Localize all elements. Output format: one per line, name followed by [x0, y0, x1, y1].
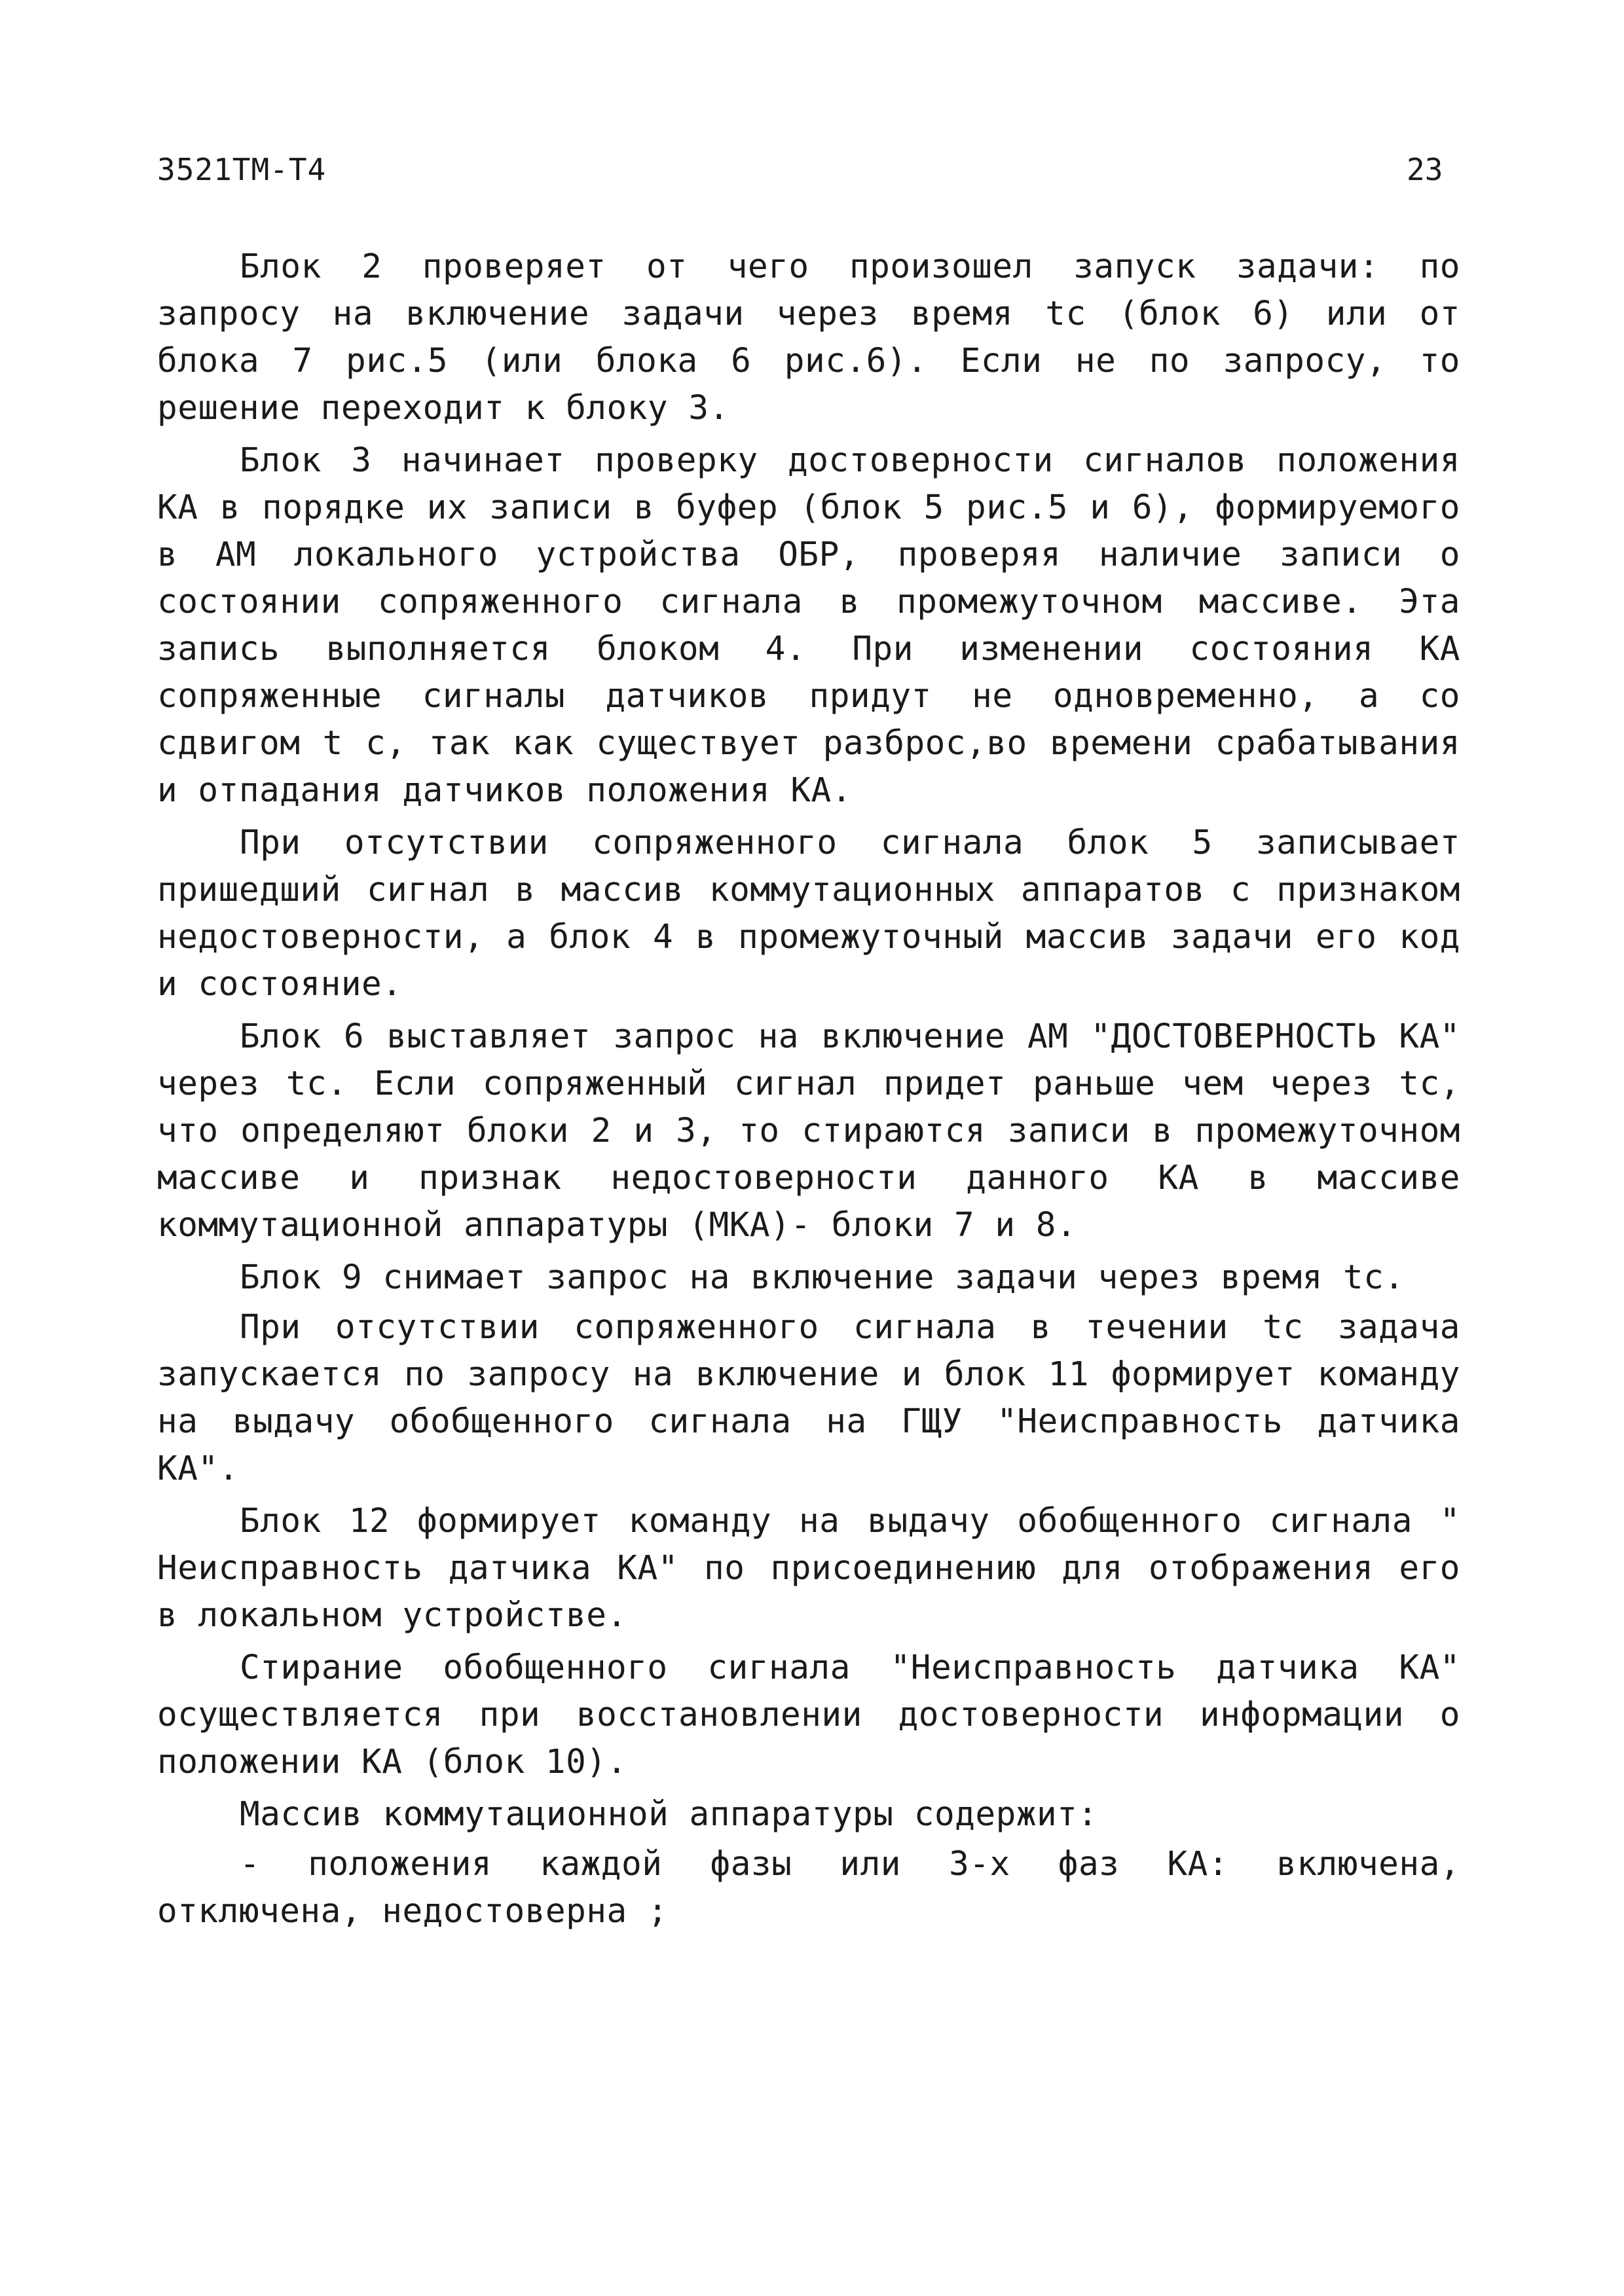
paragraph-block-2: Блок 2 проверяет от чего произошел запуск задачи: по запросу на включение задачи через время tс (блок 6) или от блока 7 рис.5 (или блока 6 рис.6). Если не по запросу, то решение переходит к блоку 3.: [157, 247, 1460, 428]
document-code: 3521ТМ-Т4: [157, 152, 327, 187]
paragraph-array-contents: Массив коммутационной аппаратуры содержит:: [240, 1795, 1098, 1834]
paragraph-timeout: При отсутствии сопряженного сигнала в течении tс задача запускается по запросу на включение и блок 11 формирует команду на выдачу обобщенного сигнала на ГЩУ "Неисправность датчика КА".: [157, 1308, 1460, 1488]
paragraph-block-12: Блок 12 формирует команду на выдачу обобщенного сигнала " Неисправность датчика КА" по присоединению для отображения его в локальном устройстве.: [157, 1502, 1460, 1635]
paragraph-no-conjugate-signal: При отсутствии сопряженного сигнала блок 5 записывает пришедший сигнал в массив коммутационных аппаратов с признаком недостоверности, а блок 4 в промежуточный массив задачи его код и состояние.: [157, 824, 1460, 1004]
paragraph-block-6: Блок 6 выставляет запрос на включение АМ "ДОСТОВЕРНОСТЬ КА" через tс. Если сопряженный сигнал придет раньше чем через tс, что определяют блоки 2 и 3, то стираются записи в промежуточном массиве и признак недостоверности данного КА в массиве коммутационной аппаратуры (МКА)- блоки 7 и 8.: [157, 1017, 1460, 1245]
list-item-phase-states: - положения каждой фазы или 3-х фаз КА: включена, отключена, недостоверна ;: [157, 1845, 1460, 1931]
page-number: 23: [1407, 152, 1443, 187]
paragraph-clearing: Стирание обобщенного сигнала "Неисправность датчика КА" осуществляется при восстановлении достоверности информации о положении КА (блок 10).: [157, 1649, 1460, 1781]
paragraph-block-3: Блок 3 начинает проверку достоверности сигналов положения КА в порядке их записи в буфер (блок 5 рис.5 и 6), формируемого в АМ локального устройства ОБР, проверяя наличие записи о состоянии сопряженного сигнала в промежуточном массиве. Эта запись выполняется блоком 4. При изменении состояния КА сопряженные сигналы датчиков придут не одновременно, а со сдвигом t с, так как существует разброс,во времени срабатывания и отпадания датчиков положения КА.: [157, 441, 1460, 810]
body-text: [157, 244, 1460, 1941]
paragraph-block-9: Блок 9 снимает запрос на включение задачи через время tс.: [240, 1258, 1405, 1297]
